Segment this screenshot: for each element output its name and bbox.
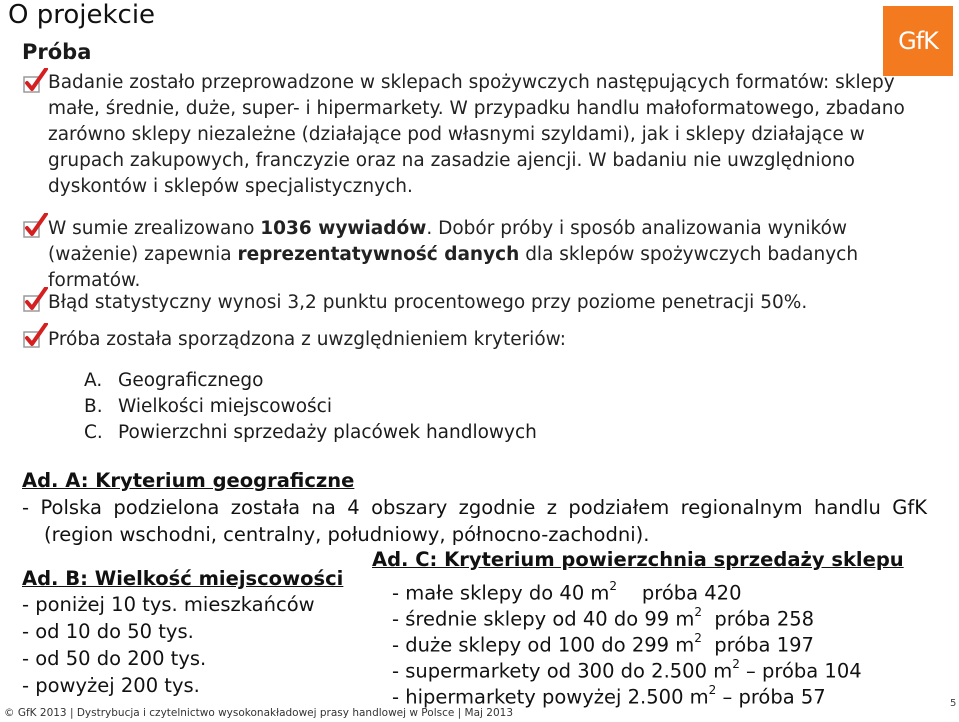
criteria-label: Wielkości miejscowości — [118, 396, 332, 417]
list-item: - powyżej 200 tys. — [22, 674, 200, 697]
item-tail: – próba 104 — [739, 659, 862, 683]
criteria-list — [84, 368, 537, 446]
section-a-text — [22, 494, 927, 548]
item-sup: 2 — [694, 605, 702, 619]
section-b-heading: Ad. B: Wielkość miejscowości — [22, 567, 344, 590]
section-a-heading: Ad. A: Kryterium geograficzne — [22, 469, 355, 492]
section-c-list — [392, 575, 862, 709]
item-tail: próba 197 — [701, 633, 814, 657]
bullet-2-part: . Dobór próby i sposób analizowania wyników (ważenie) zapewnia — [48, 218, 848, 265]
item-text: - duże sklepy od 100 do 299 m — [392, 633, 695, 657]
list-item: - od 50 do 200 tys. — [22, 647, 207, 670]
criteria-item — [84, 420, 537, 446]
criteria-letter: B. — [84, 396, 103, 417]
item-tail: próba 258 — [702, 607, 815, 631]
item-text: - hipermarkety powyżej 2.500 m — [392, 685, 709, 709]
item-tail: próba 420 — [617, 581, 742, 605]
item-sup: 2 — [694, 631, 702, 645]
bullet-text-4: Próba została sporządzona z uwzględnieniem kryteriów: — [48, 329, 566, 350]
checkmark-icon — [22, 213, 48, 239]
criteria-label: Powierzchni sprzedaży placówek handlowych — [118, 422, 537, 443]
item-sup: 2 — [609, 579, 618, 593]
checkmark-icon — [22, 323, 48, 349]
bullet-2-bold-count: 1036 wywiadów — [260, 218, 427, 239]
list-item: - poniżej 10 tys. mieszkańców — [22, 593, 315, 616]
item-text: - supermarkety od 300 do 2.500 m — [392, 659, 733, 683]
item-sup: 2 — [732, 657, 740, 671]
section-title: Próba — [22, 40, 92, 64]
gfk-logo — [883, 6, 953, 76]
list-item — [392, 627, 862, 657]
checkmark-icon — [22, 287, 48, 313]
page-number: 5 — [950, 698, 957, 709]
page-title: O projekcie — [8, 0, 156, 30]
item-tail: – próba 57 — [716, 685, 826, 709]
list-item — [392, 679, 862, 709]
criteria-item — [84, 394, 537, 420]
criteria-letter: C. — [84, 422, 103, 443]
bullet-2-part: dla sklepów spożywczych badanych formatów. — [48, 244, 859, 291]
section-c-heading: Ad. C: Kryterium powierzchnia sprzedaży sklepu — [372, 548, 904, 571]
section-a-line: - Polska podzielona została na 4 obszary zgodnie z podziałem regionalnym handlu GfK — [22, 496, 927, 519]
list-item — [392, 575, 862, 605]
footer-text: © GfK 2013 | Dystrybucja i czytelnictwo wysokonakładowej prasy handlowej w Polsce | Maj 2013 — [4, 707, 513, 719]
criteria-letter: A. — [84, 370, 103, 391]
checkmark-icon — [22, 68, 48, 94]
section-a-line: (region wschodni, centralny, południowy, północno-zachodni). — [44, 523, 650, 546]
criteria-label: Geograficznego — [118, 370, 264, 391]
bullet-text-1: Badanie zostało przeprowadzone w sklepach spożywczych następujących formatów: sklepy małe, średnie, duże, super- i hipermarkety. W przypadku handlu małoformatowego, zbadano zarówno sklepy niezależne (działające pod własnymi szyldami), jak i sklepy działające w grupach zakupowych, franczyzie oraz na zasadzie ajencji. W badaniu nie uwzględniono dyskontów i sklepów specjalistycznych. — [48, 72, 905, 197]
list-item: - od 10 do 50 tys. — [22, 620, 194, 643]
item-sup: 2 — [708, 683, 717, 697]
logo-text: GfK — [898, 27, 938, 55]
bullet-2-bold-repr: reprezentatywność danych — [237, 244, 520, 265]
list-item — [392, 601, 862, 631]
bullet-text-2 — [48, 216, 888, 294]
criteria-item — [84, 368, 537, 394]
section-b-list — [22, 591, 315, 699]
bullet-text-3: Błąd statystyczny wynosi 3,2 punktu procentowego przy poziome penetracji 50%. — [48, 292, 808, 313]
bullet-2-part: W sumie zrealizowano — [48, 218, 261, 239]
list-item — [392, 653, 862, 683]
item-text: - małe sklepy do 40 m — [392, 581, 610, 605]
item-text: - średnie sklepy od 40 do 99 m — [392, 607, 695, 631]
